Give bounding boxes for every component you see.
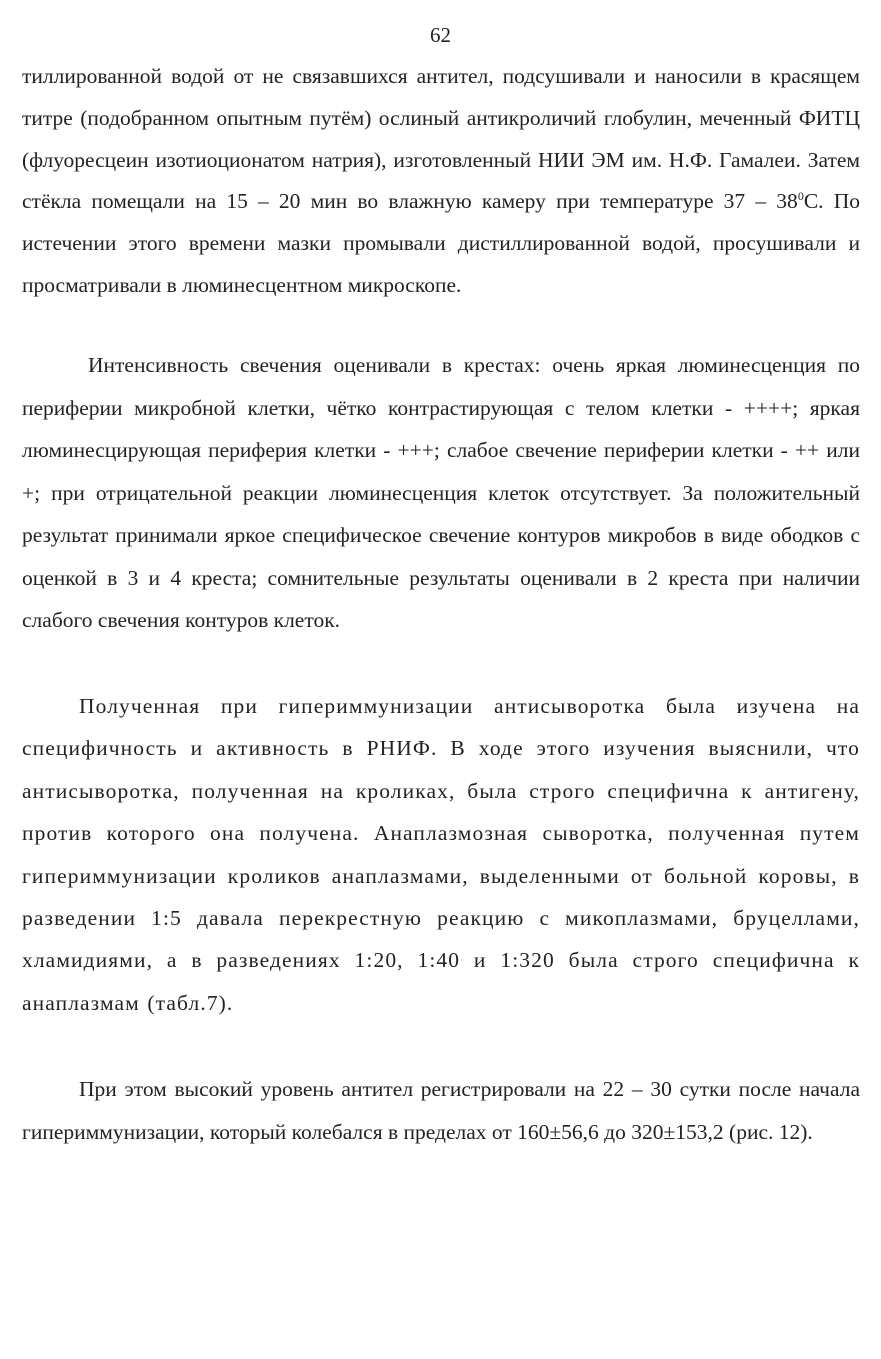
paragraph-1-text-continued: С. По истечении этого времени мазки промывали дистиллированной водой, просушивали и просматривали в люминесцентном микроскопе. (22, 189, 860, 297)
paragraph-4: При этом высокий уровень антител регистрировали на 22 – 30 сутки после начала гипериммунизации, который колебался в пределах от 160±56,6 до 320±153,2 (рис. 12). (22, 1077, 860, 1144)
paragraph-1-text: тиллированной водой от не связавшихся антител, подсушивали и наносили в красящем титре (подобранном опытным путём) ослиный антикроличий глобулин, меченный ФИТЦ (флуоресцеин изотиоционатом натрия), изготовленный НИИ ЭМ им. Н.Ф. Гамалеи. Затем стёкла помещали на 15 – 20 мин во влажную камеру при температуре 37 – 38 (22, 64, 860, 214)
page-number: 62 (430, 23, 451, 47)
paragraph-2: Интенсивность свечения оценивали в крестах: очень яркая люминесценция по периферии микробной клетки, чётко контрастирующая с телом клетки - ++++; яркая люминесцирующая периферия клетки - +++; слабое свечение периферии клетки - ++ или +; при отрицательной реакции люминесценция клеток отсутствует. За положительный результат принимали яркое специфическое свечение контуров микробов в виде ободков с оценкой в 3 и 4 креста; сомнительные результаты оценивали в 2 креста при наличии слабого свечения контуров клеток. (22, 353, 860, 632)
paragraph-3: Полученная при гипериммунизации антисыворотка была изучена на специфичность и активность в РНИФ. В ходе этого изучения выяснили, что антисыворотка, полученная на кроликах, была строго специфична к антигену, против которого она получена. Анаплазмозная сыворотка, полученная путем гипериммунизации кроликов анаплазмами, выделенными от больной коровы, в разведении 1:5 давала перекрестную реакцию с микоплазмами, бруцеллами, хламидиями, а в разведениях 1:20, 1:40 и 1:320 была строго специфична к анаплазмам (табл.7). (22, 694, 860, 1015)
paragraph-1 (22, 56, 860, 307)
degree-superscript: 0 (797, 189, 804, 204)
